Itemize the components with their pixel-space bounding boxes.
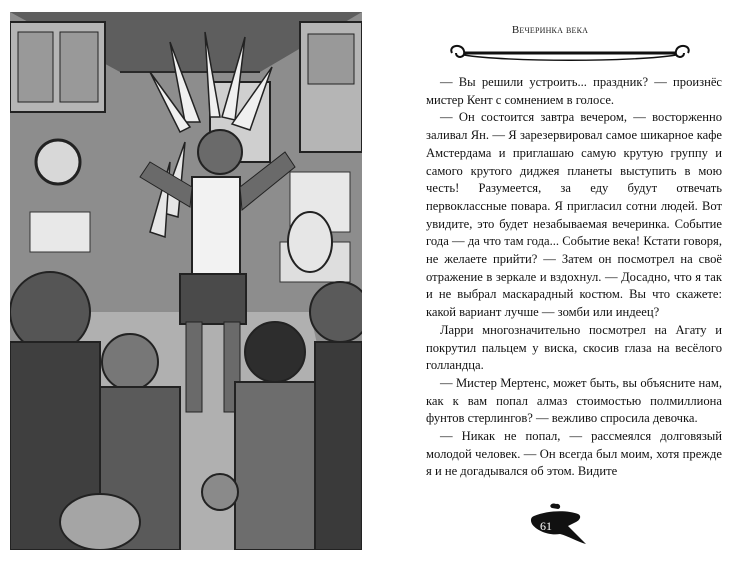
page-number: 61 <box>540 519 552 533</box>
paragraph: — Вы решили устроить... праздник? — произнёс мистер Кент с сомнением в голосе. <box>426 75 722 107</box>
illustration <box>10 12 362 550</box>
body-text <box>426 74 722 481</box>
paragraph: — Мистер Мертенс, может быть, вы объясните нам, как к вам попал алмаз стоимостью полмиллиона фунтов стерлингов? — вежливо спросила девочка. <box>426 375 722 426</box>
scroll-divider-icon <box>446 40 694 66</box>
running-head: Вечеринка века <box>511 24 589 36</box>
paragraph: — Он состоится завтра вечером, — восторженно заливал Ян. — Я зарезервировал самое шикарное кафе Амстердама и приглашаю самую крутую группу и самого крутого диджея планеты выступить в мою честь! Разумеется, за еду будут отвечать первоклассные повара. Я пригласил сотни людей. Вот увидите, это будет незабываемая вечеринка. Событие года — да что там года... Событие века! Кстати говоря, не желаете прийти? — Затем он посмотрел на своё отражение в зеркале и вздохнул. — Досадно, что я так и не выбрал маскарадный костюм. Вы что скажете: какой вариант лучше — зомби или индеец? <box>426 110 722 320</box>
paragraph: — Никак не попал, — рассмеялся долговязый молодой человек. — Он всегда был моим, хотя прежде я и не догадывался об этом. Видите <box>426 429 722 479</box>
paragraph: Ларри многозначительно посмотрел на Агату и покрутил пальцем у виска, скосив глаза на весёлого голландца. <box>426 322 722 373</box>
illustration-art <box>10 12 362 550</box>
